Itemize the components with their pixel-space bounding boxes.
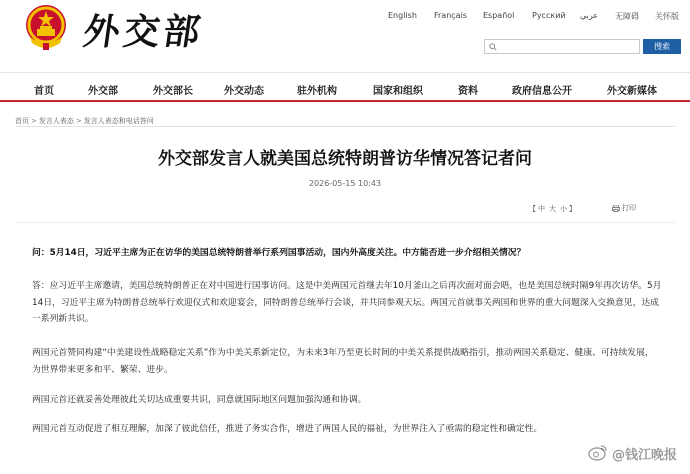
language-switcher [0, 11, 690, 25]
lang-english-link[interactable]: English [388, 11, 417, 20]
article-question: 问：5月14日，习近平主席为正在访华的美国总统特朗普举行系列国事活动，国内外高度关注。中方能否进一步介绍相关情况？ [32, 248, 526, 258]
font-size-switcher: 【 中 大 小 】 [529, 205, 576, 213]
nav-item-resources[interactable]: 资料 [458, 86, 478, 97]
article-paragraph: 两国元首互动促进了相互理解，加深了彼此信任，推进了务实合作，增进了两国人民的福祉，为世界注入了亟需的稳定性和确定性。 [32, 424, 543, 434]
breadcrumb-home-link[interactable]: 首页 [15, 117, 29, 125]
nav-item-home[interactable]: 首页 [34, 86, 54, 97]
print-label: 打印 [622, 204, 636, 212]
publish-date: 2026-05-15 10:43 [308, 179, 382, 188]
nav-item-new-media[interactable]: 外交新媒体 [607, 86, 657, 97]
lang-arabic-link[interactable]: عربي [580, 11, 599, 20]
nav-item-ministry[interactable]: 外交部 [88, 86, 118, 97]
print-button[interactable] [612, 203, 636, 213]
watermark-text: @钱江晚报 [612, 448, 678, 463]
article-paragraph: 两国元首还就妥善处理彼此关切达成重要共识，同意就国际地区问题加强沟通和协调。 [32, 395, 367, 405]
nav-item-diplomatic-news[interactable]: 外交动态 [224, 86, 264, 97]
breadcrumb-spokesperson-link[interactable]: 发言人表态 [38, 117, 74, 125]
search-button[interactable]: 搜索 [643, 39, 681, 54]
breadcrumb-divider [15, 126, 675, 127]
breadcrumb-current-section-link[interactable]: 发言人表态和电话答问 [83, 117, 154, 125]
article-paragraph: 答：应习近平主席邀请，美国总统特朗普正在对中国进行国事访问。这是中美两国元首继去年10月釜山之后再次面对面会晤，也是美国总统时隔9年再次访华。5月14日，习近平主席为特朗普总统举行欢迎仪式和欢迎宴会，同特朗普总统举行会谈，并共同参观天坛。两国元首就事关两国和世界的重大问题深入交换意见，达成一系列新共识。 [32, 281, 662, 324]
breadcrumb-separator: > [75, 117, 82, 125]
lang-spanish-link[interactable]: Español [483, 11, 515, 20]
breadcrumb-separator: > [31, 117, 37, 125]
nav-item-minister[interactable]: 外交部长 [153, 86, 193, 97]
nav-item-missions-abroad[interactable]: 驻外机构 [297, 86, 337, 97]
search-input[interactable] [485, 46, 639, 59]
accessibility-link[interactable]: 无障碍 [615, 12, 639, 21]
site-brand-logo[interactable]: 外交部 [80, 11, 207, 53]
nav-item-government-info[interactable]: 政府信息公开 [512, 86, 572, 97]
elder-care-mode-link[interactable]: 关怀版 [655, 12, 679, 21]
font-size-medium-button[interactable]: 中 [538, 205, 545, 213]
lang-french-link[interactable]: Français [434, 11, 467, 20]
weibo-logo-icon [588, 444, 608, 461]
printer-icon [612, 205, 620, 212]
font-size-large-button[interactable]: 大 [549, 205, 556, 213]
article-divider [15, 222, 675, 223]
nav-item-countries-organizations[interactable]: 国家和组织 [373, 86, 423, 97]
site-header [0, 0, 690, 70]
search-icon [489, 43, 497, 51]
article-title: 外交部发言人就美国总统特朗普访华情况答记者问 [158, 149, 532, 169]
search-box [484, 39, 640, 54]
lang-russian-link[interactable]: Русский [532, 11, 566, 20]
breadcrumb [15, 116, 154, 126]
font-size-small-button[interactable]: 小 [560, 205, 567, 213]
article-paragraph: 两国元首赞同构建“中美建设性战略稳定关系”作为中美关系新定位，为未来3年乃至更长时间的中美关系提供战略指引，推动两国关系稳定、健康、可持续发展，为世界带来更多和平、繁荣、进步。 [32, 348, 654, 375]
main-nav [0, 72, 690, 102]
